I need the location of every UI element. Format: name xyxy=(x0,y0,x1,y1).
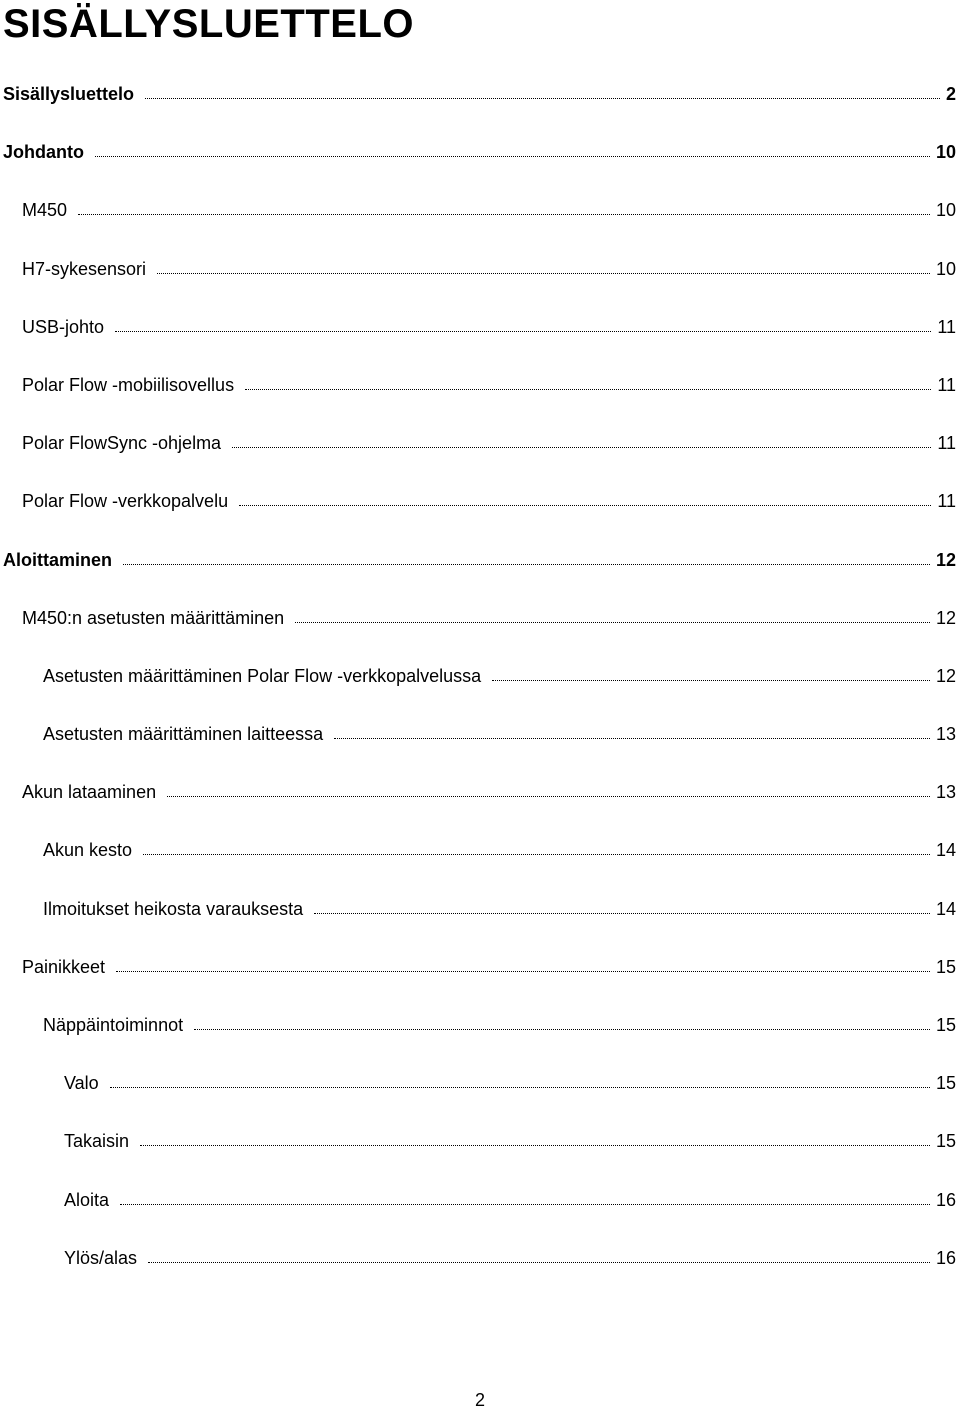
toc-entry-label[interactable]: Asetusten määrittäminen laitteessa xyxy=(43,724,324,745)
toc-entry[interactable] xyxy=(0,479,960,537)
toc-entry-label[interactable]: Akun lataaminen xyxy=(22,782,157,803)
dotted-leader xyxy=(239,505,931,506)
toc-entry[interactable] xyxy=(0,596,960,654)
toc-entry[interactable] xyxy=(0,363,960,421)
toc-entry-page-number[interactable]: 14 xyxy=(935,840,956,861)
toc-entry-page-number[interactable]: 15 xyxy=(935,1073,956,1094)
toc-entry[interactable] xyxy=(0,1061,960,1119)
toc-entry[interactable] xyxy=(0,130,960,188)
dotted-leader xyxy=(78,214,930,215)
dotted-leader xyxy=(115,331,931,332)
dotted-leader xyxy=(143,854,930,855)
toc-entry-label[interactable]: Asetusten määrittäminen Polar Flow -verkkopalvelussa xyxy=(43,665,482,686)
toc-entry[interactable] xyxy=(0,654,960,712)
toc-entry-label[interactable]: Takaisin xyxy=(64,1131,130,1152)
dotted-leader xyxy=(145,98,940,99)
toc-entry-page-number[interactable]: 14 xyxy=(935,898,956,919)
toc-entry-page-number[interactable]: 15 xyxy=(935,1131,956,1152)
toc-entry-label[interactable]: M450 xyxy=(22,200,68,221)
toc-entry-label[interactable]: Aloittaminen xyxy=(3,549,113,570)
toc-entry-label[interactable]: Ylös/alas xyxy=(64,1247,138,1268)
toc-entry[interactable] xyxy=(0,247,960,305)
table-of-contents xyxy=(0,72,960,1294)
toc-entry-label[interactable]: USB-johto xyxy=(22,316,105,337)
toc-entry-label[interactable]: Painikkeet xyxy=(22,956,106,977)
dotted-leader xyxy=(123,564,930,565)
toc-entry-page-number[interactable]: 16 xyxy=(935,1247,956,1268)
dotted-leader xyxy=(95,156,930,157)
dotted-leader xyxy=(492,680,930,681)
toc-entry-label[interactable]: Polar FlowSync -ohjelma xyxy=(22,433,222,454)
dotted-leader xyxy=(120,1204,930,1205)
page-title: SISÄLLYSLUETTELO xyxy=(3,2,415,46)
dotted-leader xyxy=(167,796,930,797)
dotted-leader xyxy=(334,738,930,739)
toc-entry-page-number[interactable]: 15 xyxy=(935,956,956,977)
toc-entry-page-number[interactable]: 12 xyxy=(935,665,956,686)
toc-entry-page-number[interactable]: 11 xyxy=(937,491,956,512)
dotted-leader xyxy=(314,913,930,914)
toc-entry[interactable] xyxy=(0,72,960,130)
toc-entry[interactable] xyxy=(0,1119,960,1177)
toc-entry-page-number[interactable]: 12 xyxy=(935,549,956,570)
toc-entry[interactable] xyxy=(0,421,960,479)
toc-entry-label[interactable]: Sisällysluettelo xyxy=(3,84,135,104)
toc-entry-page-number[interactable]: 11 xyxy=(937,433,956,454)
toc-entry-page-number[interactable]: 13 xyxy=(935,724,956,745)
toc-entry-page-number[interactable]: 10 xyxy=(935,258,956,279)
dotted-leader xyxy=(232,447,931,448)
toc-entry[interactable] xyxy=(0,712,960,770)
toc-entry-page-number[interactable]: 12 xyxy=(935,607,956,628)
toc-entry[interactable] xyxy=(0,1236,960,1294)
toc-entry-page-number[interactable]: 11 xyxy=(937,374,956,395)
toc-entry[interactable] xyxy=(0,770,960,828)
toc-entry-label[interactable]: Aloita xyxy=(64,1189,110,1210)
toc-entry[interactable] xyxy=(0,538,960,596)
toc-entry-label[interactable]: Valo xyxy=(64,1073,99,1094)
dotted-leader xyxy=(148,1262,930,1263)
toc-entry[interactable] xyxy=(0,828,960,886)
toc-entry-page-number[interactable]: 10 xyxy=(935,142,956,163)
toc-entry-label[interactable]: Johdanto xyxy=(3,142,84,163)
toc-entry-page-number[interactable]: 11 xyxy=(937,316,956,337)
dotted-leader xyxy=(157,273,930,274)
dotted-leader xyxy=(194,1029,930,1030)
toc-entry[interactable] xyxy=(0,1003,960,1061)
dotted-leader xyxy=(295,622,930,623)
toc-entry[interactable] xyxy=(0,945,960,1003)
toc-entry-label[interactable]: Polar Flow -mobiilisovellus xyxy=(22,374,235,395)
toc-entry-label[interactable]: Ilmoitukset heikosta varauksesta xyxy=(43,898,304,919)
toc-entry-page-number[interactable]: 13 xyxy=(935,782,956,803)
toc-entry-label[interactable]: Akun kesto xyxy=(43,840,133,861)
toc-entry-page-number[interactable]: 15 xyxy=(935,1015,956,1035)
toc-entry-page-number[interactable]: 16 xyxy=(935,1189,956,1210)
dotted-leader xyxy=(140,1145,930,1146)
toc-entry-page-number[interactable]: 10 xyxy=(935,200,956,221)
dotted-leader xyxy=(116,971,930,972)
toc-entry-label[interactable]: Näppäintoiminnot xyxy=(43,1015,184,1035)
toc-entry[interactable] xyxy=(0,1178,960,1236)
toc-entry[interactable] xyxy=(0,887,960,945)
toc-entry-page-number[interactable]: 2 xyxy=(945,84,956,104)
toc-entry[interactable] xyxy=(0,188,960,246)
toc-entry-label[interactable]: H7-sykesensori xyxy=(22,258,147,279)
toc-entry-label[interactable]: M450:n asetusten määrittäminen xyxy=(22,607,285,628)
page-number: 2 xyxy=(474,1390,485,1410)
toc-entry[interactable] xyxy=(0,305,960,363)
dotted-leader xyxy=(110,1087,930,1088)
dotted-leader xyxy=(245,389,931,390)
toc-entry-label[interactable]: Polar Flow -verkkopalvelu xyxy=(22,491,229,512)
